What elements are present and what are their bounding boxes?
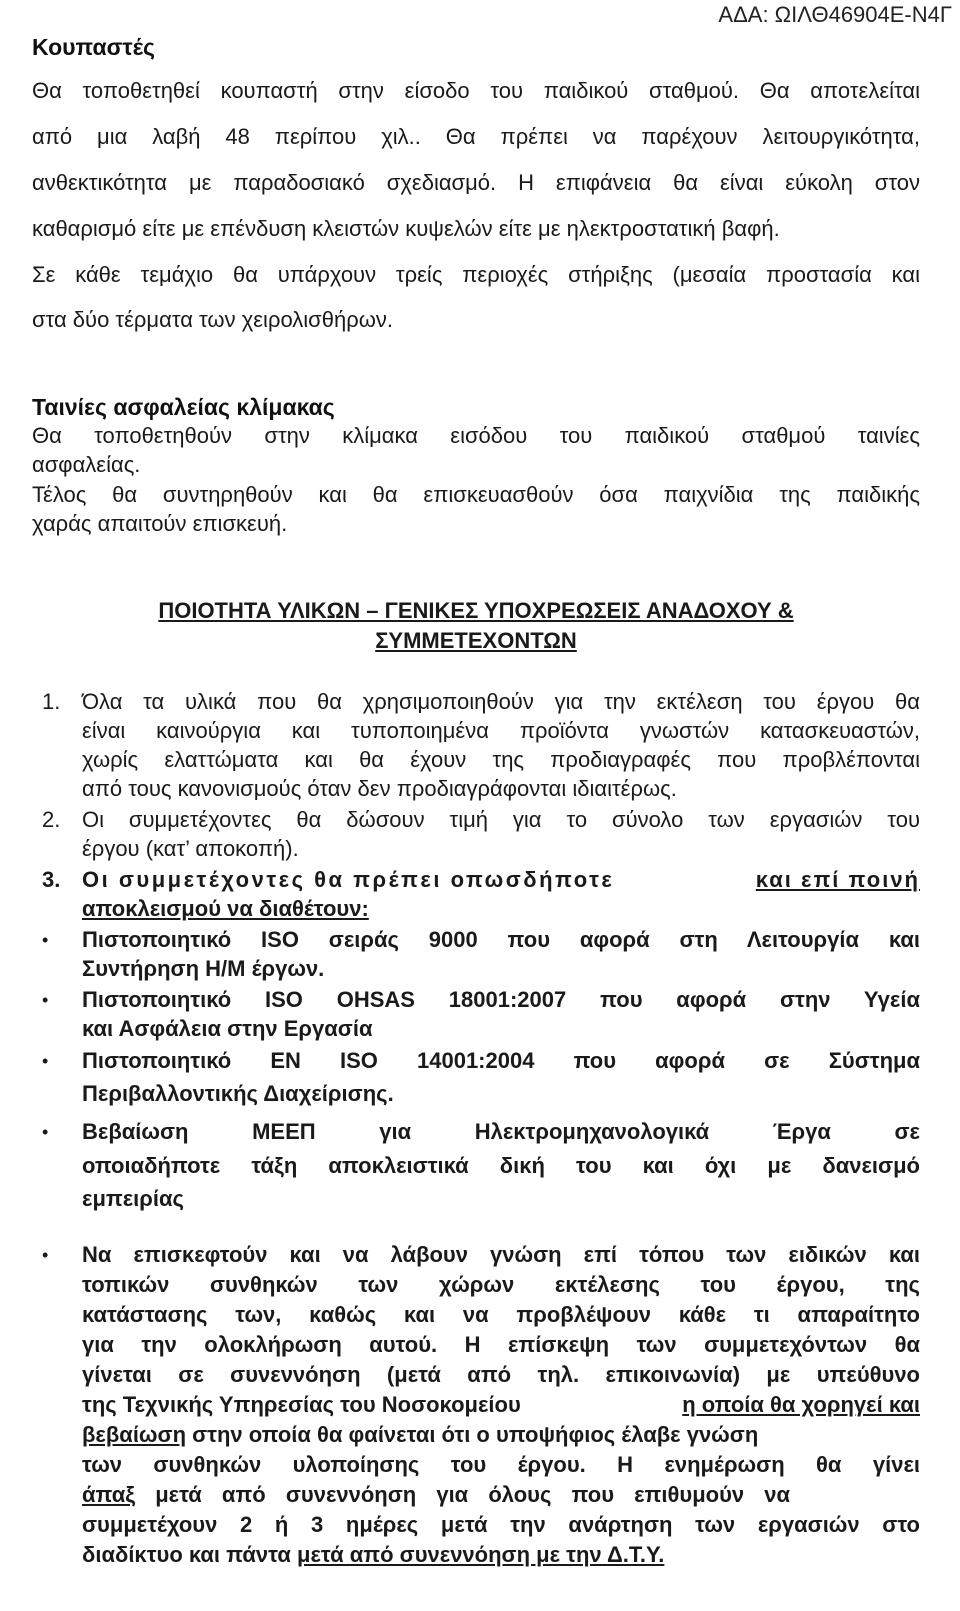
paragraph-line: από μια λαβή 48 περίπου χιλ.. Θα πρέπει να παρέχουν λειτουργικότητα,: [32, 124, 920, 149]
item-line: είναι καινούργια και τυποποιημένα προϊόντα γνωστών κατασκευαστών,: [82, 718, 920, 743]
bullet-marker: •: [42, 990, 49, 1010]
bullet-line: κατάστασης των, καθώς και να προβλέψουν κάθε τι απαραίτητο: [82, 1302, 920, 1327]
bullet-line: [82, 1422, 920, 1448]
bullet-line: οποιαδήποτε τάξη αποκλειστικά δική του και όχι με δανεισμό: [82, 1153, 920, 1178]
paragraph-line: καθαρισμό είτε με επένδυση κλειστών κυψελών είτε με ηλεκτροστατική βαφή.: [32, 216, 780, 241]
bullet-marker: •: [42, 1122, 49, 1142]
bullet-line: Πιστοποιητικό ISO OHSAS 18001:2007 που αφορά στην Υγεία: [82, 987, 920, 1012]
item-number: 3.: [42, 867, 61, 892]
section-heading-line: ΣΥΜΜΕΤΕΧΟΝΤΩΝ: [375, 628, 577, 653]
paragraph-line: Θα τοποθετηθούν στην κλίμακα εισόδου του παιδικού σταθμού ταινίες: [32, 423, 920, 448]
bullet-text-underlined: άπαξ: [82, 1482, 136, 1507]
document-ada-code: ΑΔΑ: ΩΙΛΘ46904Ε-Ν4Γ: [718, 2, 952, 27]
bullet-line: Συντήρηση Η/Μ έργων.: [82, 956, 325, 981]
bullet-text: διαδίκτυο και πάντα: [82, 1542, 297, 1567]
bullet-text: της Τεχνικής Υπηρεσίας του Νοσοκομείου: [82, 1392, 521, 1417]
item-number: 2.: [42, 807, 61, 832]
paragraph-line: ασφαλείας.: [32, 452, 141, 477]
item-text-underlined: και επί ποινή: [755, 867, 920, 892]
paragraph-line: Τέλος θα συντηρηθούν και θα επισκευασθούν όσα παιχνίδια της παιδικής: [32, 482, 920, 507]
paragraph-line: στα δύο τέρματα των χειρολισθήρων.: [32, 307, 394, 332]
paragraph-line: Σε κάθε τεμάχιο θα υπάρχουν τρείς περιοχές στήριξης (μεσαία προστασία και: [32, 262, 920, 287]
bullet-marker: •: [42, 930, 49, 950]
section-title-handrails: Κουπαστές: [32, 34, 155, 60]
bullet-line: και Ασφάλεια στην Εργασία: [82, 1016, 373, 1041]
bullet-text-underlined: βεβαίωση: [82, 1422, 187, 1447]
bullet-text: μετά από συνεννόηση για όλους που επιθυμούν να: [135, 1482, 791, 1507]
bullet-text-underlined: μετά από συνεννόηση με την Δ.Τ.Υ.: [297, 1542, 665, 1567]
bullet-line: Να επισκεφτούν και να λάβουν γνώση επί τόπου των ειδικών και: [82, 1242, 920, 1267]
bullet-line: Βεβαίωση ΜΕΕΠ για Ηλεκτρομηχανολογικά Έργα σε: [82, 1119, 920, 1144]
bullet-line: [82, 1542, 920, 1568]
section-title-safety-strips: Ταινίες ασφαλείας κλίμακας: [32, 394, 335, 420]
item-text: Οι συμμετέχοντες θα πρέπει οπωσδήποτε: [82, 867, 615, 892]
bullet-line: Πιστοποιητικό ΕΝ ISO 14001:2004 που αφορά σε Σύστημα: [82, 1048, 920, 1073]
bullet-line: [82, 1392, 920, 1418]
bullet-line: τοπικών συνθηκών των χώρων εκτέλεσης του έργου, της: [82, 1272, 920, 1297]
bullet-marker: •: [42, 1245, 49, 1265]
paragraph-line: ανθεκτικότητα με παραδοσιακό σχεδιασμό. Η επιφάνεια θα είναι εύκολη στον: [32, 170, 920, 195]
bullet-text-underlined: η οποία θα χορηγεί και: [682, 1392, 920, 1417]
item-line: [82, 867, 920, 893]
bullet-line: των συνθηκών υλοποίησης του έργου. Η ενημέρωση θα γίνει: [82, 1452, 920, 1477]
bullet-line: συμμετέχουν 2 ή 3 ημέρες μετά την ανάρτηση των εργασιών στο: [82, 1512, 920, 1537]
item-line: Όλα τα υλικά που θα χρησιμοποιηθούν για την εκτέλεση του έργου θα: [82, 689, 920, 714]
bullet-line: [82, 1482, 920, 1508]
bullet-line: Πιστοποιητικό ISO σειράς 9000 που αφορά στη Λειτουργία και: [82, 927, 920, 952]
bullet-line: γίνεται σε συνεννόηση (μετά από τηλ. επικοινωνία) με υπεύθυνο: [82, 1362, 920, 1387]
item-number: 1.: [42, 689, 61, 714]
paragraph-line: Θα τοποθετηθεί κουπαστή στην είσοδο του παιδικού σταθμού. Θα αποτελείται: [32, 78, 920, 103]
bullet-line: εμπειρίας: [82, 1186, 184, 1211]
bullet-text: στην οποία θα φαίνεται ότι ο υποψήφιος έλαβε γνώση: [186, 1422, 759, 1447]
bullet-line: για την ολοκλήρωση αυτού. Η επίσκεψη των συμμετεχόντων θα: [82, 1332, 920, 1357]
item-line: Οι συμμετέχοντες θα δώσουν τιμή για το σύνολο των εργασιών του: [82, 807, 920, 832]
section-heading-line: ΠΟΙΟΤΗΤΑ ΥΛΙΚΩΝ – ΓΕΝΙΚΕΣ ΥΠΟΧΡΕΩΣΕΙΣ ΑΝΑΔΟΧΟΥ &: [158, 598, 794, 623]
bullet-marker: •: [42, 1051, 49, 1071]
bullet-line: Περιβαλλοντικής Διαχείρισης.: [82, 1081, 394, 1106]
paragraph-line: χαράς απαιτούν επισκευή.: [32, 511, 288, 536]
item-line-underlined: αποκλεισμού να διαθέτουν:: [82, 896, 369, 921]
item-line: χωρίς ελαττώματα και θα έχουν της προδιαγραφές που προβλέπονται: [82, 747, 920, 772]
item-line: από τους κανονισμούς όταν δεν προδιαγράφονται ιδιαιτέρως.: [82, 776, 677, 801]
item-line: έργου (κατ’ αποκοπή).: [82, 836, 299, 861]
